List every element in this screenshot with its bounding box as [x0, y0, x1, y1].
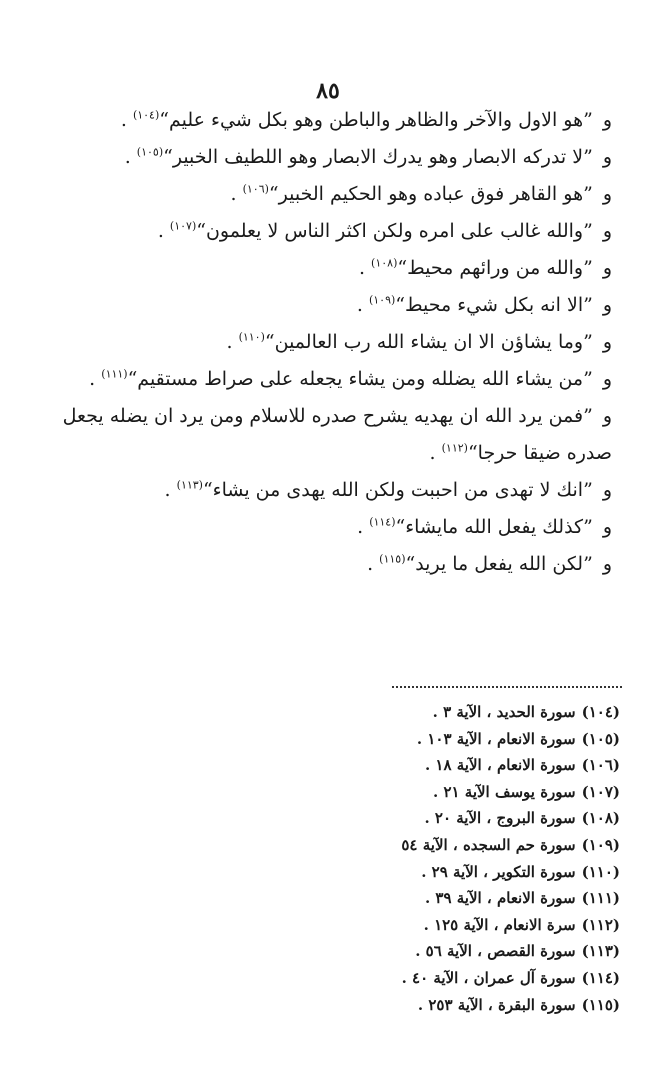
footnote-number: (١٠٦) [581, 756, 620, 775]
footnote-text: سورة البروج ، الآية ٢٠ . [424, 809, 576, 828]
footnote-item [200, 755, 620, 782]
footnote-marker: (١٠٩) [368, 293, 396, 307]
footnote-item [200, 808, 620, 835]
footnote-marker: (١٠٤) [132, 108, 160, 122]
verse-text: ”من يشاء الله يضلله ومن يشاء يجعله على صراط مستقيم“ [127, 368, 593, 390]
verse-text: ”كذلك يفعل الله مايشاء“ [395, 516, 593, 538]
footnote-marker: (١١٣) [176, 478, 203, 492]
verse-conjunction: و [602, 220, 612, 242]
footnote-list [200, 702, 620, 1021]
footnote-number: (١٠٥) [581, 729, 620, 748]
footnote-divider [392, 686, 622, 688]
footnote-marker: (١١٠) [238, 330, 265, 344]
verse-line [40, 182, 612, 219]
footnote-item [200, 968, 620, 995]
footnote-number: (١١٣) [581, 942, 620, 961]
footnote-item [200, 995, 620, 1022]
footnote-number: (١١٤) [581, 968, 620, 987]
verse-text: ”والله غالب على امره ولكن اكثر الناس لا يعلمون“ [196, 220, 593, 242]
verse-end: . [164, 479, 177, 501]
page-number: ٨٥ [316, 78, 340, 104]
verse-line [40, 293, 612, 330]
footnote-text: سورة الانعام ، الآية ٣٩ . [424, 889, 576, 908]
verse-conjunction: و [602, 294, 612, 316]
verse-end: . [226, 331, 239, 353]
verse-conjunction: و [602, 257, 612, 279]
footnote-item [200, 915, 620, 942]
verse-text: صدره ضيقا حرجا“ [467, 442, 612, 464]
footnote-number: (١١١) [581, 889, 620, 908]
verse-end: . [429, 442, 442, 464]
verse-end: . [230, 183, 243, 205]
verse-line [40, 256, 612, 293]
footnote-item [200, 835, 620, 862]
verse-text: ”وما يشاؤن الا ان يشاء الله رب العالمين“ [264, 331, 593, 353]
footnote-text: سورة حم السجده ، الآية ٥٤ [401, 835, 576, 854]
footnote-text: سورة التكوير ، الآية ٢٩ . [421, 862, 576, 881]
verse-line [40, 330, 612, 367]
verse-conjunction: و [602, 479, 612, 501]
verse-text: ”لكن الله يفعل ما يريد“ [405, 553, 593, 575]
footnote-number: (١١٠) [581, 862, 620, 881]
footnote-marker: (١١٤) [369, 515, 396, 529]
footnote-item [200, 782, 620, 809]
verse-line [40, 219, 612, 256]
footnote-marker: (١٠٧) [169, 219, 197, 233]
verse-text: ”لا تدركه الابصار وهو يدرك الابصار وهو اللطيف الخبير“ [163, 146, 593, 168]
verse-line [40, 145, 612, 182]
footnote-number: (١٠٧) [581, 782, 620, 801]
footnote-text: سورة الانعام ، الآية ١٠٣ . [416, 729, 576, 748]
verse-line [40, 478, 612, 515]
verse-end: . [157, 220, 170, 242]
verse-end: . [120, 109, 133, 131]
verse-conjunction: و [602, 146, 612, 168]
verse-end: . [124, 146, 137, 168]
footnote-number: (١٠٩) [581, 835, 620, 854]
verse-text: ”والله من ورائهم محيط“ [397, 257, 593, 279]
verse-end: . [358, 257, 372, 279]
footnote-number: (١٠٤) [581, 703, 620, 721]
footnote-marker: (١٠٦) [242, 182, 269, 196]
footnote-number: (١١٥) [581, 995, 620, 1014]
verse-line [40, 404, 612, 441]
verse-text: ”فمن يرد الله ان يهديه يشرح صدره للاسلام ومن يرد ان يضله يجعل [62, 405, 593, 427]
footnote-text: سورة آل عمران ، الآية ٤٠ . [401, 968, 576, 987]
footnote-marker: (١١٥) [379, 552, 406, 566]
verse-line [40, 108, 612, 145]
verse-conjunction: و [602, 109, 612, 131]
footnote-item [200, 888, 620, 915]
verse-text: ”انك لا تهدى من احببت ولكن الله يهدى من يشاء“ [202, 479, 593, 501]
footnote-item [200, 702, 620, 729]
verse-list [40, 108, 612, 589]
verse-line [40, 515, 612, 552]
verse-text: ”هو الاول والآخر والظاهر والباطن وهو بكل شيء عليم“ [159, 109, 593, 131]
verse-conjunction: و [602, 331, 612, 353]
footnote-marker: (١٠٨) [371, 256, 398, 270]
footnote-marker: (١١٢) [441, 441, 468, 455]
verse-line-continuation [40, 441, 612, 478]
verse-conjunction: و [602, 553, 612, 575]
footnote-text: سورة الحديد ، الآية ٣ . [432, 703, 576, 721]
footnote-item [200, 941, 620, 968]
footnote-marker: (١١١) [101, 367, 128, 381]
verse-end: . [356, 294, 369, 316]
verse-line [40, 367, 612, 404]
footnote-text: سورة القصص ، الآية ٥٦ . [415, 942, 576, 961]
footnote-number: (١٠٨) [581, 809, 620, 828]
verse-conjunction: و [602, 183, 612, 205]
footnote-item [200, 862, 620, 889]
verse-text: ”هو القاهر فوق عباده وهو الحكيم الخبير“ [268, 183, 593, 205]
footnote-text: سرة الانعام ، الآية ١٢٥ . [423, 915, 576, 934]
footnote-text: سورة الانعام ، الآية ١٨ . [424, 756, 576, 775]
verse-text: ”الا انه بكل شيء محيط“ [395, 294, 593, 316]
verse-conjunction: و [602, 368, 612, 390]
footnote-text: سورة يوسف الآية ٢١ . [432, 782, 576, 801]
verse-end: . [367, 553, 380, 575]
verse-end: . [357, 516, 370, 538]
footnote-marker: (١٠٥) [136, 145, 164, 159]
verse-line [40, 552, 612, 589]
footnote-text: سورة البقرة ، الآية ٢٥٣ . [417, 995, 576, 1014]
verse-conjunction: و [602, 405, 612, 427]
verse-conjunction: و [602, 516, 612, 538]
footnote-number: (١١٢) [581, 915, 620, 934]
footnote-item [200, 729, 620, 756]
verse-end: . [89, 368, 102, 390]
